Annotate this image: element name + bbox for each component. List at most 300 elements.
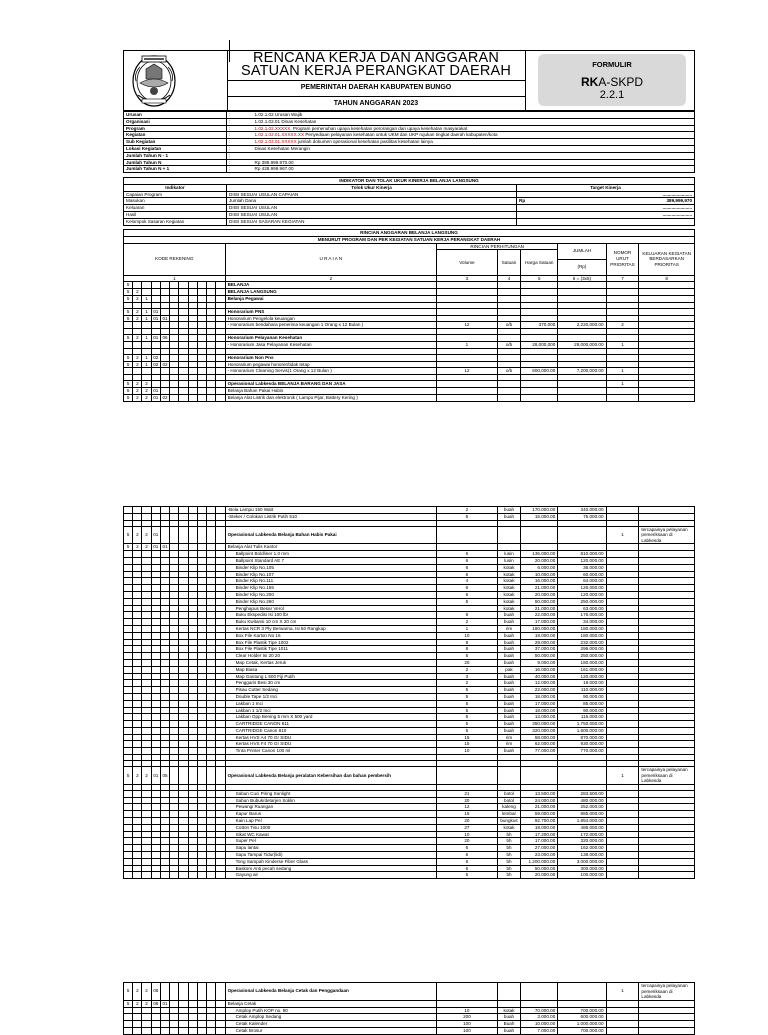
account-code-spacer xyxy=(188,707,197,714)
account-code-spacer xyxy=(197,1007,206,1014)
account-code-cell xyxy=(133,659,142,666)
account-code-spacer xyxy=(188,591,197,598)
account-code-spacer xyxy=(188,818,197,825)
account-code-cell xyxy=(151,653,160,660)
account-code-cell: 5 xyxy=(124,526,133,544)
account-code-spacer xyxy=(170,591,179,598)
line-item-description: Binder Klip No.105 xyxy=(225,564,437,571)
account-code-spacer xyxy=(188,513,197,520)
line-item-volume: 6 xyxy=(437,858,498,865)
account-code-cell xyxy=(142,653,151,660)
line-item-unit: buah xyxy=(497,659,521,666)
account-code-cell xyxy=(124,557,133,564)
account-code-cell xyxy=(124,727,133,734)
line-item-volume: 5 xyxy=(437,707,498,714)
line-item-unit-price xyxy=(521,767,558,785)
line-item-unit xyxy=(497,335,521,342)
line-item-unit-price: 20.000.00 xyxy=(521,557,558,564)
account-code-spacer xyxy=(197,858,206,865)
account-code-spacer xyxy=(207,282,216,289)
account-code-cell xyxy=(160,680,169,687)
priority-output xyxy=(639,322,695,329)
line-item-volume: 20 xyxy=(437,659,498,666)
account-code-spacer xyxy=(216,578,225,585)
line-item-volume: 21 xyxy=(437,790,498,797)
account-code-spacer xyxy=(188,1014,197,1021)
indicator-currency xyxy=(517,211,607,218)
account-code-cell xyxy=(142,625,151,632)
line-item-total xyxy=(558,308,606,315)
account-code-cell xyxy=(151,865,160,872)
account-code-cell xyxy=(160,1021,169,1028)
account-code-spacer xyxy=(188,394,197,401)
line-item-unit-price xyxy=(521,1000,558,1007)
line-item-total: 85.000.00 xyxy=(558,700,606,707)
account-code-cell xyxy=(142,818,151,825)
account-code-spacer xyxy=(188,714,197,721)
line-item-volume xyxy=(437,605,498,612)
rincian-title-row xyxy=(124,230,695,237)
line-item-unit: kotak xyxy=(497,598,521,605)
indicator-header: Indikator xyxy=(124,184,227,191)
info-value xyxy=(253,112,695,119)
line-item-volume: 5 xyxy=(437,693,498,700)
line-item-unit-price xyxy=(521,526,558,544)
priority-number: 1 xyxy=(606,526,639,544)
account-code-spacer xyxy=(197,767,206,785)
priority-output xyxy=(639,741,695,748)
priority-number xyxy=(606,741,639,748)
account-code-cell: 5 xyxy=(124,315,133,322)
line-item-unit-price: 77.000.00 xyxy=(521,748,558,755)
priority-number xyxy=(606,852,639,859)
account-code-spacer xyxy=(216,605,225,612)
line-item-unit: o/b xyxy=(497,368,521,375)
account-code-cell xyxy=(151,1014,160,1021)
account-code-cell xyxy=(160,797,169,804)
line-item-total: 120.000.00 xyxy=(558,673,606,680)
line-item-unit: buah xyxy=(497,673,521,680)
line-item-total xyxy=(558,1000,606,1007)
account-code-cell xyxy=(142,322,151,329)
account-code-cell xyxy=(124,666,133,673)
account-code-cell: 5 xyxy=(124,295,133,302)
priority-output xyxy=(639,659,695,666)
info-value xyxy=(253,166,695,173)
account-code-cell xyxy=(133,653,142,660)
account-code-cell: 01 xyxy=(160,315,169,322)
line-item-unit: buah xyxy=(497,721,521,728)
priority-output xyxy=(639,394,695,401)
account-code-spacer xyxy=(170,361,179,368)
indicator-currency xyxy=(517,191,607,198)
account-code-spacer xyxy=(170,865,179,872)
line-item-total xyxy=(558,526,606,544)
priority-output xyxy=(639,387,695,394)
table-row xyxy=(124,700,695,707)
column-number: 3 xyxy=(437,275,498,282)
line-item-description: Buku Kwitansi 10 cm X 20 cm xyxy=(225,619,437,626)
line-item-unit: buah xyxy=(497,507,521,514)
account-code-spacer xyxy=(188,845,197,852)
line-item-unit-price: 17.000.00 xyxy=(521,700,558,707)
account-code-cell: 1 xyxy=(142,308,151,315)
info-value xyxy=(253,139,695,146)
account-code-cell xyxy=(160,790,169,797)
priority-output xyxy=(639,315,695,322)
line-item-unit-price: 600,000.00 xyxy=(521,368,558,375)
line-item-unit-price: 10.000.00 xyxy=(521,1021,558,1028)
account-code-spacer xyxy=(207,341,216,348)
account-code-cell xyxy=(142,564,151,571)
account-code-spacer xyxy=(170,666,179,673)
priority-number xyxy=(606,394,639,401)
account-code-cell: 2 xyxy=(133,526,142,544)
account-code-cell xyxy=(133,632,142,639)
account-code-spacer xyxy=(179,295,188,302)
account-code-spacer xyxy=(179,811,188,818)
account-code-spacer xyxy=(179,858,188,865)
account-code-spacer xyxy=(216,1027,225,1034)
line-item-unit: buah xyxy=(497,687,521,694)
indicator-header: Tolok Ukur Kinerja xyxy=(227,184,517,191)
account-code-spacer xyxy=(179,308,188,315)
account-code-cell xyxy=(160,646,169,653)
table-row xyxy=(124,1021,695,1028)
account-code-cell: 2 xyxy=(142,983,151,1001)
line-item-total: 1.000.000.00 xyxy=(558,1021,606,1028)
priority-number xyxy=(606,1007,639,1014)
indicator-measure: DIISI SESUAI USULAN CAPAIAN xyxy=(227,191,517,198)
account-code-cell xyxy=(133,368,142,375)
account-code-cell xyxy=(160,308,169,315)
account-code-spacer xyxy=(197,639,206,646)
account-code-spacer xyxy=(207,734,216,741)
account-code-spacer xyxy=(216,387,225,394)
line-item-volume xyxy=(437,767,498,785)
info-label: Jumlah Tahun N + 1 xyxy=(124,166,227,173)
line-item-total: 180.000.00 xyxy=(558,659,606,666)
table-row xyxy=(124,289,695,296)
account-code-cell: 5 xyxy=(124,282,133,289)
line-item-unit-price: 16.000.00 xyxy=(521,666,558,673)
account-code-cell xyxy=(142,639,151,646)
info-separator: : xyxy=(227,118,253,125)
account-code-cell xyxy=(151,687,160,694)
table-row xyxy=(124,707,695,714)
table-row xyxy=(124,818,695,825)
line-item-description: Belanja Bahan Pakai Habis xyxy=(225,387,437,394)
line-item-volume: 6 xyxy=(437,551,498,558)
account-code-cell xyxy=(151,845,160,852)
line-item-unit-price: 370,000 xyxy=(521,322,558,329)
account-code-spacer xyxy=(207,557,216,564)
account-code-cell xyxy=(142,557,151,564)
indicator-row xyxy=(124,191,695,198)
account-code-spacer xyxy=(216,381,225,388)
account-code-cell xyxy=(142,341,151,348)
line-item-unit-price xyxy=(521,381,558,388)
info-description: jumlah dokumen operasional kesehatan pasilitas kesehatan lainya xyxy=(297,139,433,145)
account-code-spacer xyxy=(197,804,206,811)
account-code-spacer xyxy=(207,322,216,329)
priority-output xyxy=(639,831,695,838)
account-code-cell xyxy=(151,632,160,639)
priority-output xyxy=(639,845,695,852)
info-row xyxy=(124,159,695,166)
priority-number xyxy=(606,625,639,632)
account-code-spacer xyxy=(179,513,188,520)
priority-number: 1 xyxy=(606,368,639,375)
column-number: 4 xyxy=(497,275,521,282)
info-label: Organisasi xyxy=(124,118,227,125)
table-row xyxy=(124,804,695,811)
line-item-total xyxy=(558,315,606,322)
priority-number xyxy=(606,591,639,598)
account-code-cell xyxy=(151,707,160,714)
account-code-cell xyxy=(151,673,160,680)
table-row xyxy=(124,639,695,646)
account-code-cell xyxy=(160,734,169,741)
account-code-cell xyxy=(124,585,133,592)
priority-output xyxy=(639,714,695,721)
account-code-spacer xyxy=(207,639,216,646)
account-code-cell: 5 xyxy=(124,361,133,368)
account-code-spacer xyxy=(170,680,179,687)
account-code-spacer xyxy=(207,721,216,728)
account-code-cell xyxy=(151,639,160,646)
priority-number xyxy=(606,513,639,520)
priority-number xyxy=(606,707,639,714)
account-code-spacer xyxy=(179,721,188,728)
table-row xyxy=(124,394,695,401)
line-item-description: CARTRIDGE Canon 810 xyxy=(225,727,437,734)
budget-detail-table-page3 xyxy=(123,982,695,1035)
account-code-spacer xyxy=(179,591,188,598)
account-code-spacer xyxy=(216,693,225,700)
info-separator: : xyxy=(227,139,253,146)
priority-number xyxy=(606,578,639,585)
account-code-spacer xyxy=(207,818,216,825)
table-row xyxy=(124,335,695,342)
priority-number xyxy=(606,646,639,653)
table-row xyxy=(124,659,695,666)
line-item-total xyxy=(558,361,606,368)
table-row xyxy=(124,315,695,322)
account-code-cell: 2 xyxy=(142,381,151,388)
account-code-spacer xyxy=(197,872,206,879)
priority-output xyxy=(639,700,695,707)
account-code-spacer xyxy=(197,653,206,660)
account-code-spacer xyxy=(216,639,225,646)
line-item-unit-price: 135.000.00 xyxy=(521,551,558,558)
account-code-spacer xyxy=(179,578,188,585)
priority-number xyxy=(606,659,639,666)
account-code-spacer xyxy=(207,707,216,714)
account-code-cell xyxy=(160,1007,169,1014)
account-code-spacer xyxy=(170,551,179,558)
priority-output xyxy=(639,591,695,598)
account-code-cell xyxy=(151,646,160,653)
line-item-total: 340.000.00 xyxy=(558,507,606,514)
account-code-cell xyxy=(151,818,160,825)
indicator-name: Hasil xyxy=(124,211,227,218)
account-code-spacer xyxy=(216,872,225,879)
account-code-cell xyxy=(142,619,151,626)
info-row xyxy=(124,145,695,152)
account-code-spacer xyxy=(179,1021,188,1028)
line-item-total: 810.000.00 xyxy=(558,551,606,558)
account-code-spacer xyxy=(179,639,188,646)
account-code-spacer xyxy=(170,646,179,653)
info-code: 1.02.1.02.01 Dinas Kesehatan xyxy=(254,118,317,124)
indicator-target xyxy=(607,218,695,225)
account-code-cell xyxy=(160,322,169,329)
account-code-spacer xyxy=(188,804,197,811)
account-code-spacer xyxy=(207,831,216,838)
line-item-total: 60.000.00 xyxy=(558,571,606,578)
account-code-spacer xyxy=(207,1007,216,1014)
priority-output: tercapainya pelayanan pemeriksaan di Labkesda xyxy=(639,983,695,1001)
line-item-unit xyxy=(497,387,521,394)
priority-number xyxy=(606,598,639,605)
account-code-cell xyxy=(160,282,169,289)
table-row xyxy=(124,680,695,687)
line-item-description: Baskom Anti pecah sedang xyxy=(225,865,437,872)
table-row xyxy=(124,734,695,741)
account-code-spacer xyxy=(207,564,216,571)
line-item-unit xyxy=(497,289,521,296)
line-item-total: 75.000.00 xyxy=(558,513,606,520)
indicator-name: Keluaran xyxy=(124,205,227,212)
account-code-spacer xyxy=(170,544,179,551)
table-row xyxy=(124,673,695,680)
account-code-cell xyxy=(124,564,133,571)
line-item-description: -Bola Lampu 150 Watt xyxy=(225,507,437,514)
table-row xyxy=(124,858,695,865)
account-code-cell: 05 xyxy=(160,767,169,785)
account-code-cell: 2 xyxy=(142,767,151,785)
priority-number xyxy=(606,639,639,646)
account-code-cell: 06 xyxy=(151,1000,160,1007)
line-item-total: 1.854.000.00 xyxy=(558,818,606,825)
line-item-unit-price: 180.000.00 xyxy=(521,625,558,632)
line-item-unit-price: 170.000.00 xyxy=(521,507,558,514)
account-code-spacer xyxy=(216,1021,225,1028)
account-code-cell xyxy=(124,612,133,619)
account-code-spacer xyxy=(207,1000,216,1007)
account-code-spacer xyxy=(179,557,188,564)
account-code-cell xyxy=(151,693,160,700)
account-code-spacer xyxy=(179,625,188,632)
info-description: Penyediaan pelayanan kesehatan untuk UKM dan UKP rujukan tingkat daerah kabupaten/kota xyxy=(305,132,498,138)
account-code-spacer xyxy=(179,748,188,755)
table-row xyxy=(124,354,695,361)
account-code-spacer xyxy=(170,673,179,680)
account-code-cell xyxy=(142,1021,151,1028)
account-code-spacer xyxy=(216,858,225,865)
account-code-cell xyxy=(124,693,133,700)
priority-number xyxy=(606,632,639,639)
account-code-spacer xyxy=(216,335,225,342)
line-item-total: 870.000.00 xyxy=(558,734,606,741)
line-item-description: Sabun Cuci Piring Sunlight xyxy=(225,790,437,797)
indicator-target: 389,999,970 xyxy=(607,198,695,205)
priority-number xyxy=(606,818,639,825)
table-row xyxy=(124,727,695,734)
account-code-spacer xyxy=(207,598,216,605)
account-code-cell: 5 xyxy=(124,544,133,551)
account-code-spacer xyxy=(207,714,216,721)
account-code-cell xyxy=(124,700,133,707)
line-item-description: Penghapus Besar Verol xyxy=(225,605,437,612)
line-item-unit: bh xyxy=(497,872,521,879)
line-item-unit-price xyxy=(521,315,558,322)
account-code-spacer xyxy=(170,598,179,605)
line-item-total: 885.000.00 xyxy=(558,811,606,818)
line-item-unit-price: 24.000.00 xyxy=(521,797,558,804)
indicator-row xyxy=(124,218,695,225)
account-code-cell: 2 xyxy=(133,387,142,394)
line-item-unit: buah xyxy=(497,1014,521,1021)
account-code-spacer xyxy=(197,831,206,838)
account-code-cell xyxy=(151,831,160,838)
rincian-title: RINCIAN ANGGARAN BELANJA LANGSUNG xyxy=(124,230,695,237)
line-item-unit xyxy=(497,1000,521,1007)
account-code-spacer xyxy=(179,322,188,329)
account-code-cell: 01 xyxy=(151,767,160,785)
line-item-unit: kotak xyxy=(497,585,521,592)
account-code-cell xyxy=(133,1007,142,1014)
table-row xyxy=(124,295,695,302)
priority-number xyxy=(606,308,639,315)
account-code-spacer xyxy=(216,721,225,728)
line-item-unit-price: 13.000.00 xyxy=(521,714,558,721)
indicator-target: ....................... xyxy=(607,205,695,212)
account-code-spacer xyxy=(170,295,179,302)
priority-output xyxy=(639,507,695,514)
account-code-cell xyxy=(160,585,169,592)
account-code-spacer xyxy=(179,632,188,639)
account-code-cell xyxy=(133,693,142,700)
account-code-spacer xyxy=(197,315,206,322)
line-item-description: Binder Klip No.111 xyxy=(225,578,437,585)
account-code-spacer xyxy=(179,741,188,748)
account-code-spacer xyxy=(207,824,216,831)
priority-output xyxy=(639,818,695,825)
account-code-cell xyxy=(151,1021,160,1028)
table-row xyxy=(124,361,695,368)
account-code-spacer xyxy=(188,824,197,831)
account-code-cell: 01 xyxy=(160,1000,169,1007)
account-code-spacer xyxy=(197,838,206,845)
line-item-unit-price: 1.200.000.00 xyxy=(521,858,558,865)
priority-number xyxy=(606,721,639,728)
account-code-cell xyxy=(151,680,160,687)
account-code-cell xyxy=(151,295,160,302)
account-code-spacer xyxy=(170,526,179,544)
account-code-spacer xyxy=(188,612,197,619)
account-code-cell xyxy=(160,1014,169,1021)
account-code-cell xyxy=(124,734,133,741)
account-code-spacer xyxy=(207,551,216,558)
account-code-spacer xyxy=(170,571,179,578)
account-code-spacer xyxy=(170,727,179,734)
account-code-cell xyxy=(151,507,160,514)
line-item-volume xyxy=(437,387,498,394)
account-code-spacer xyxy=(188,361,197,368)
account-code-spacer xyxy=(188,734,197,741)
